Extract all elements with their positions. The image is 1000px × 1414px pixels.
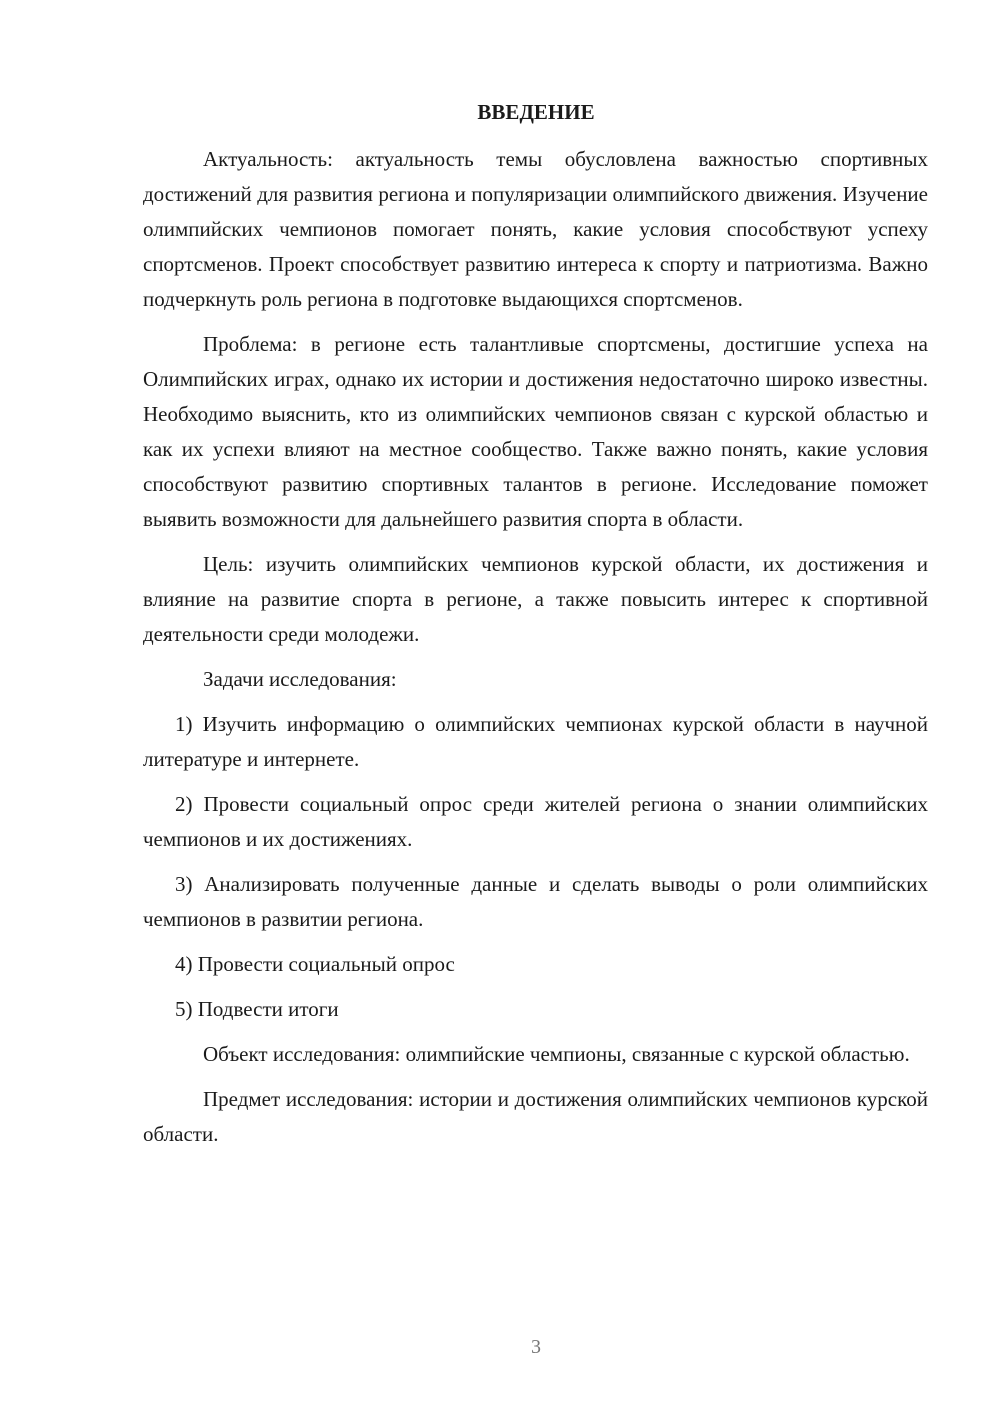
task-item-1: 1) Изучить информацию о олимпийских чемпионах курской области в научной литературе и интернете. xyxy=(143,712,928,771)
paragraph-subject: Предмет исследования: истории и достижения олимпийских чемпионов курской области. xyxy=(143,1087,928,1146)
task-item-2: 2) Провести социальный опрос среди жителей региона о знании олимпийских чемпионов и их достижениях. xyxy=(143,792,928,851)
page-title: ВВЕДЕНИЕ xyxy=(477,100,595,124)
paragraph-goal: Цель: изучить олимпийских чемпионов курской области, их достижения и влияние на развитие спорта в регионе, а также повысить интерес к спортивной деятельности среди молодежи. xyxy=(143,552,928,646)
paragraph-problem: Проблема: в регионе есть талантливые спортсмены, достигшие успеха на Олимпийских играх, однако их истории и достижения недостаточно широко известны. Необходимо выяснить, кто из олимпийских чемпионов связан с курской областью и как их успехи влияют на местное сообщество. Также важно понять, какие условия способствуют развитию спортивных талантов в регионе. Исследование поможет выявить возможности для дальнейшего развития спорта в области. xyxy=(143,332,928,531)
tasks-heading: Задачи исследования: xyxy=(203,667,397,691)
task-item-4: 4) Провести социальный опрос xyxy=(175,952,455,976)
task-item-5: 5) Подвести итоги xyxy=(175,997,339,1021)
paragraph-relevance: Актуальность: актуальность темы обусловлена важностью спортивных достижений для развития региона и популяризации олимпийского движения. Изучение олимпийских чемпионов помогает понять, какие условия способствуют успеху спортсменов. Проект способствует развитию интереса к спорту и патриотизма. Важно подчеркнуть роль региона в подготовке выдающихся спортсменов. xyxy=(143,147,928,311)
page-number: 3 xyxy=(531,1336,541,1358)
task-item-3: 3) Анализировать полученные данные и сделать выводы о роли олимпийских чемпионов в развитии региона. xyxy=(143,872,928,931)
document-body xyxy=(143,142,928,1162)
paragraph-object: Объект исследования: олимпийские чемпионы, связанные с курской областью. xyxy=(203,1042,910,1066)
